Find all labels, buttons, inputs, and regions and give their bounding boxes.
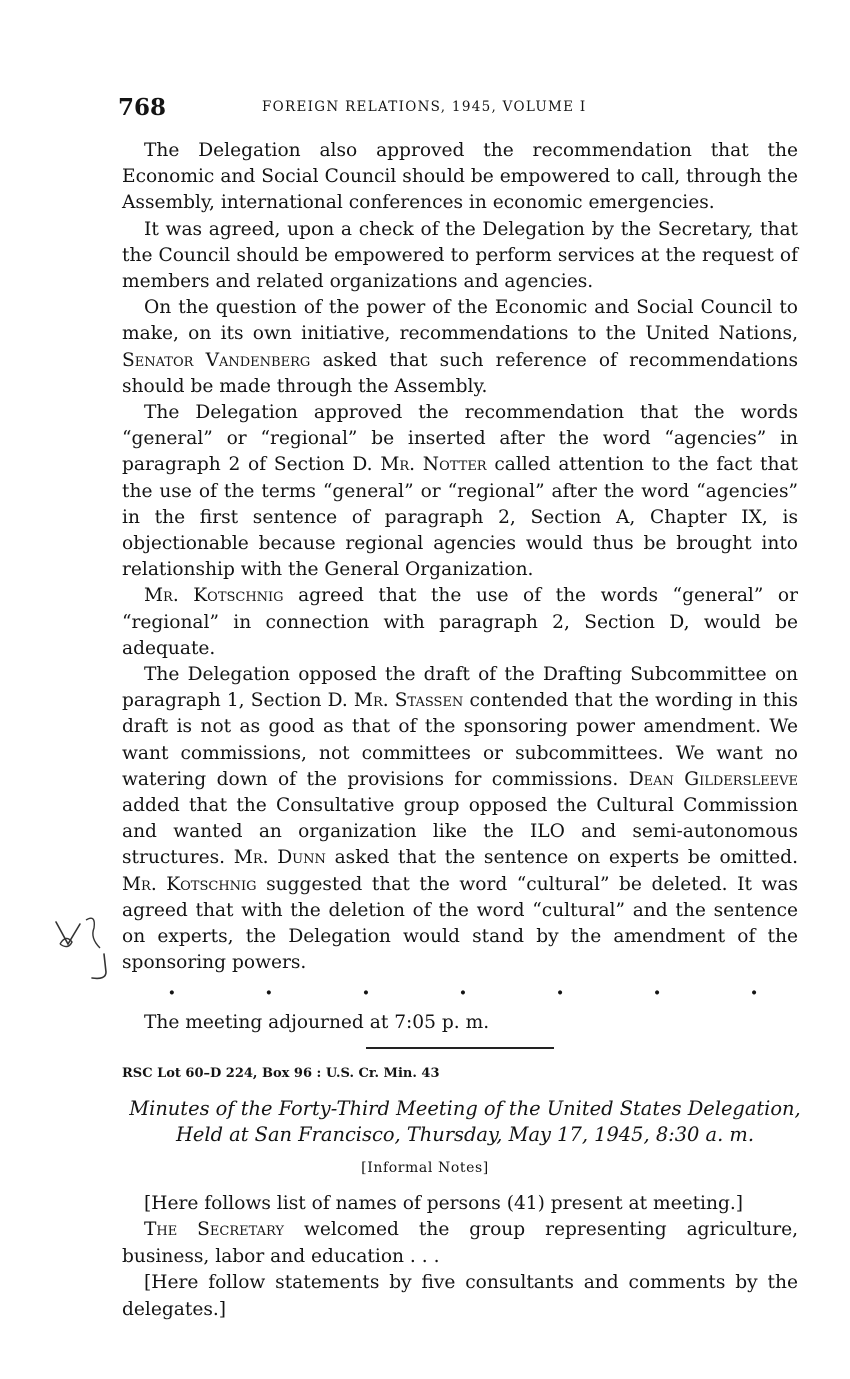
speaker-name: Senator Vandenberg: [122, 349, 311, 371]
ellipsis-dot: ·: [362, 980, 370, 1006]
paragraph-text: asked that the sentence on experts be omitted.: [334, 847, 798, 869]
paragraph: [122, 400, 798, 583]
speaker-name: Mr. Kotschnig: [122, 873, 257, 895]
speaker-name: Mr. Dunn: [233, 847, 326, 869]
title-line-1: Minutes of the Forty-Third Meeting of the United States Delegation,: [129, 1097, 801, 1120]
paragraph-text: contended that the wording in this draft is not as good as that of the sponsoring power amendment. We want commissions, not committees or subcommittees. We want no watering down of the provisions for commissions.: [122, 690, 798, 790]
speaker-name: The Secretary: [144, 1219, 284, 1241]
speaker-name: Mr. Stassen: [353, 690, 464, 712]
paragraph-text: [Here follows list of names of persons (41) present at meeting.]: [144, 1193, 744, 1214]
speaker-name: Dean Gildersleeve: [628, 768, 798, 790]
paragraph: [122, 138, 798, 217]
paragraph-text: On the question of the power of the Economic and Social Council to make, on its own initiative, recommendations to the United Nations,: [122, 297, 798, 345]
minutes-section-2: [122, 1191, 798, 1323]
paragraph-text: suggested that the word “cultural” be deleted. It was agreed that with the deletion of the word “cultural” and the sentence on experts, the Delegation would stand by the amendment of the sponsoring powers.: [122, 873, 798, 974]
paragraph-text: welcomed the group representing agriculture, business, labor and education . . .: [122, 1219, 798, 1267]
ellipsis-dot: ·: [168, 980, 176, 1006]
paragraph: [122, 217, 798, 296]
running-head: FOREIGN RELATIONS, 1945, VOLUME I: [262, 99, 587, 115]
speaker-name: Mr. Kotschnig: [144, 585, 284, 607]
paragraph: [122, 1217, 798, 1270]
paragraph-text: added that the Consultative group opposed the Cultural Commission and wanted an organization like the ILO and semi-autonomous structures.: [122, 795, 798, 869]
informal-notes-label: [Informal Notes]: [361, 1160, 489, 1176]
section-divider: [366, 1047, 554, 1049]
page-number: 768: [118, 94, 167, 121]
minutes-section-1: [122, 138, 798, 977]
paragraph-text: asked that such reference of recommendations should be made through the Assembly.: [122, 349, 798, 397]
paragraph: [122, 583, 798, 662]
handwritten-mark-icon: [46, 914, 126, 994]
paragraph-text: The Delegation also approved the recommendation that the Economic and Social Council should be empowered to call, through the Assembly, international conferences in economic emergencies.: [122, 140, 798, 214]
ellipsis-dot: ·: [265, 980, 273, 1006]
adjournment-line: The meeting adjourned at 7:05 p. m.: [144, 1012, 490, 1033]
document-title: [122, 1096, 808, 1148]
paragraph-text: agreed that the use of the words “general” or “regional” in connection with paragraph 2, Section D, would be adequate.: [122, 585, 798, 659]
paragraph-text: The Delegation opposed the draft of the Drafting Subcommittee on paragraph 1, Section D.: [122, 664, 798, 712]
paragraph: [122, 662, 798, 976]
paragraph-text: [Here follow statements by five consultants and comments by the delegates.]: [122, 1272, 798, 1320]
paragraph-text: The Delegation approved the recommendation that the words “general” or “regional” be inserted after the word “agencies” in paragraph 2 of Section D.: [122, 402, 798, 476]
source-citation: RSC Lot 60–D 224, Box 96 : U.S. Cr. Min. 43: [122, 1066, 440, 1081]
ellipsis-dot: ·: [556, 980, 564, 1006]
ellipsis-dots: [168, 980, 758, 1006]
ellipsis-dot: ·: [459, 980, 467, 1006]
paragraph: [122, 1191, 798, 1217]
ellipsis-dot: ·: [653, 980, 661, 1006]
ellipsis-dot: ·: [750, 980, 758, 1006]
title-line-2: Held at San Francisco, Thursday, May 17, 1945, 8:30 a. m.: [176, 1123, 754, 1146]
paragraph: [122, 295, 798, 400]
paragraph-text: It was agreed, upon a check of the Delegation by the Secretary, that the Council should be empowered to perform services at the request of members and related organizations and agencies.: [122, 218, 798, 293]
paragraph: [122, 1270, 798, 1323]
speaker-name: Mr. Notter: [380, 454, 487, 476]
paragraph-text: called attention to the fact that the use of the terms “general” or “regional” after the word “agencies” in the first sentence of paragraph 2, Section A, Chapter IX, is objectionable because regional agencies would thus be brought into relationship with the General Organization.: [122, 454, 798, 581]
